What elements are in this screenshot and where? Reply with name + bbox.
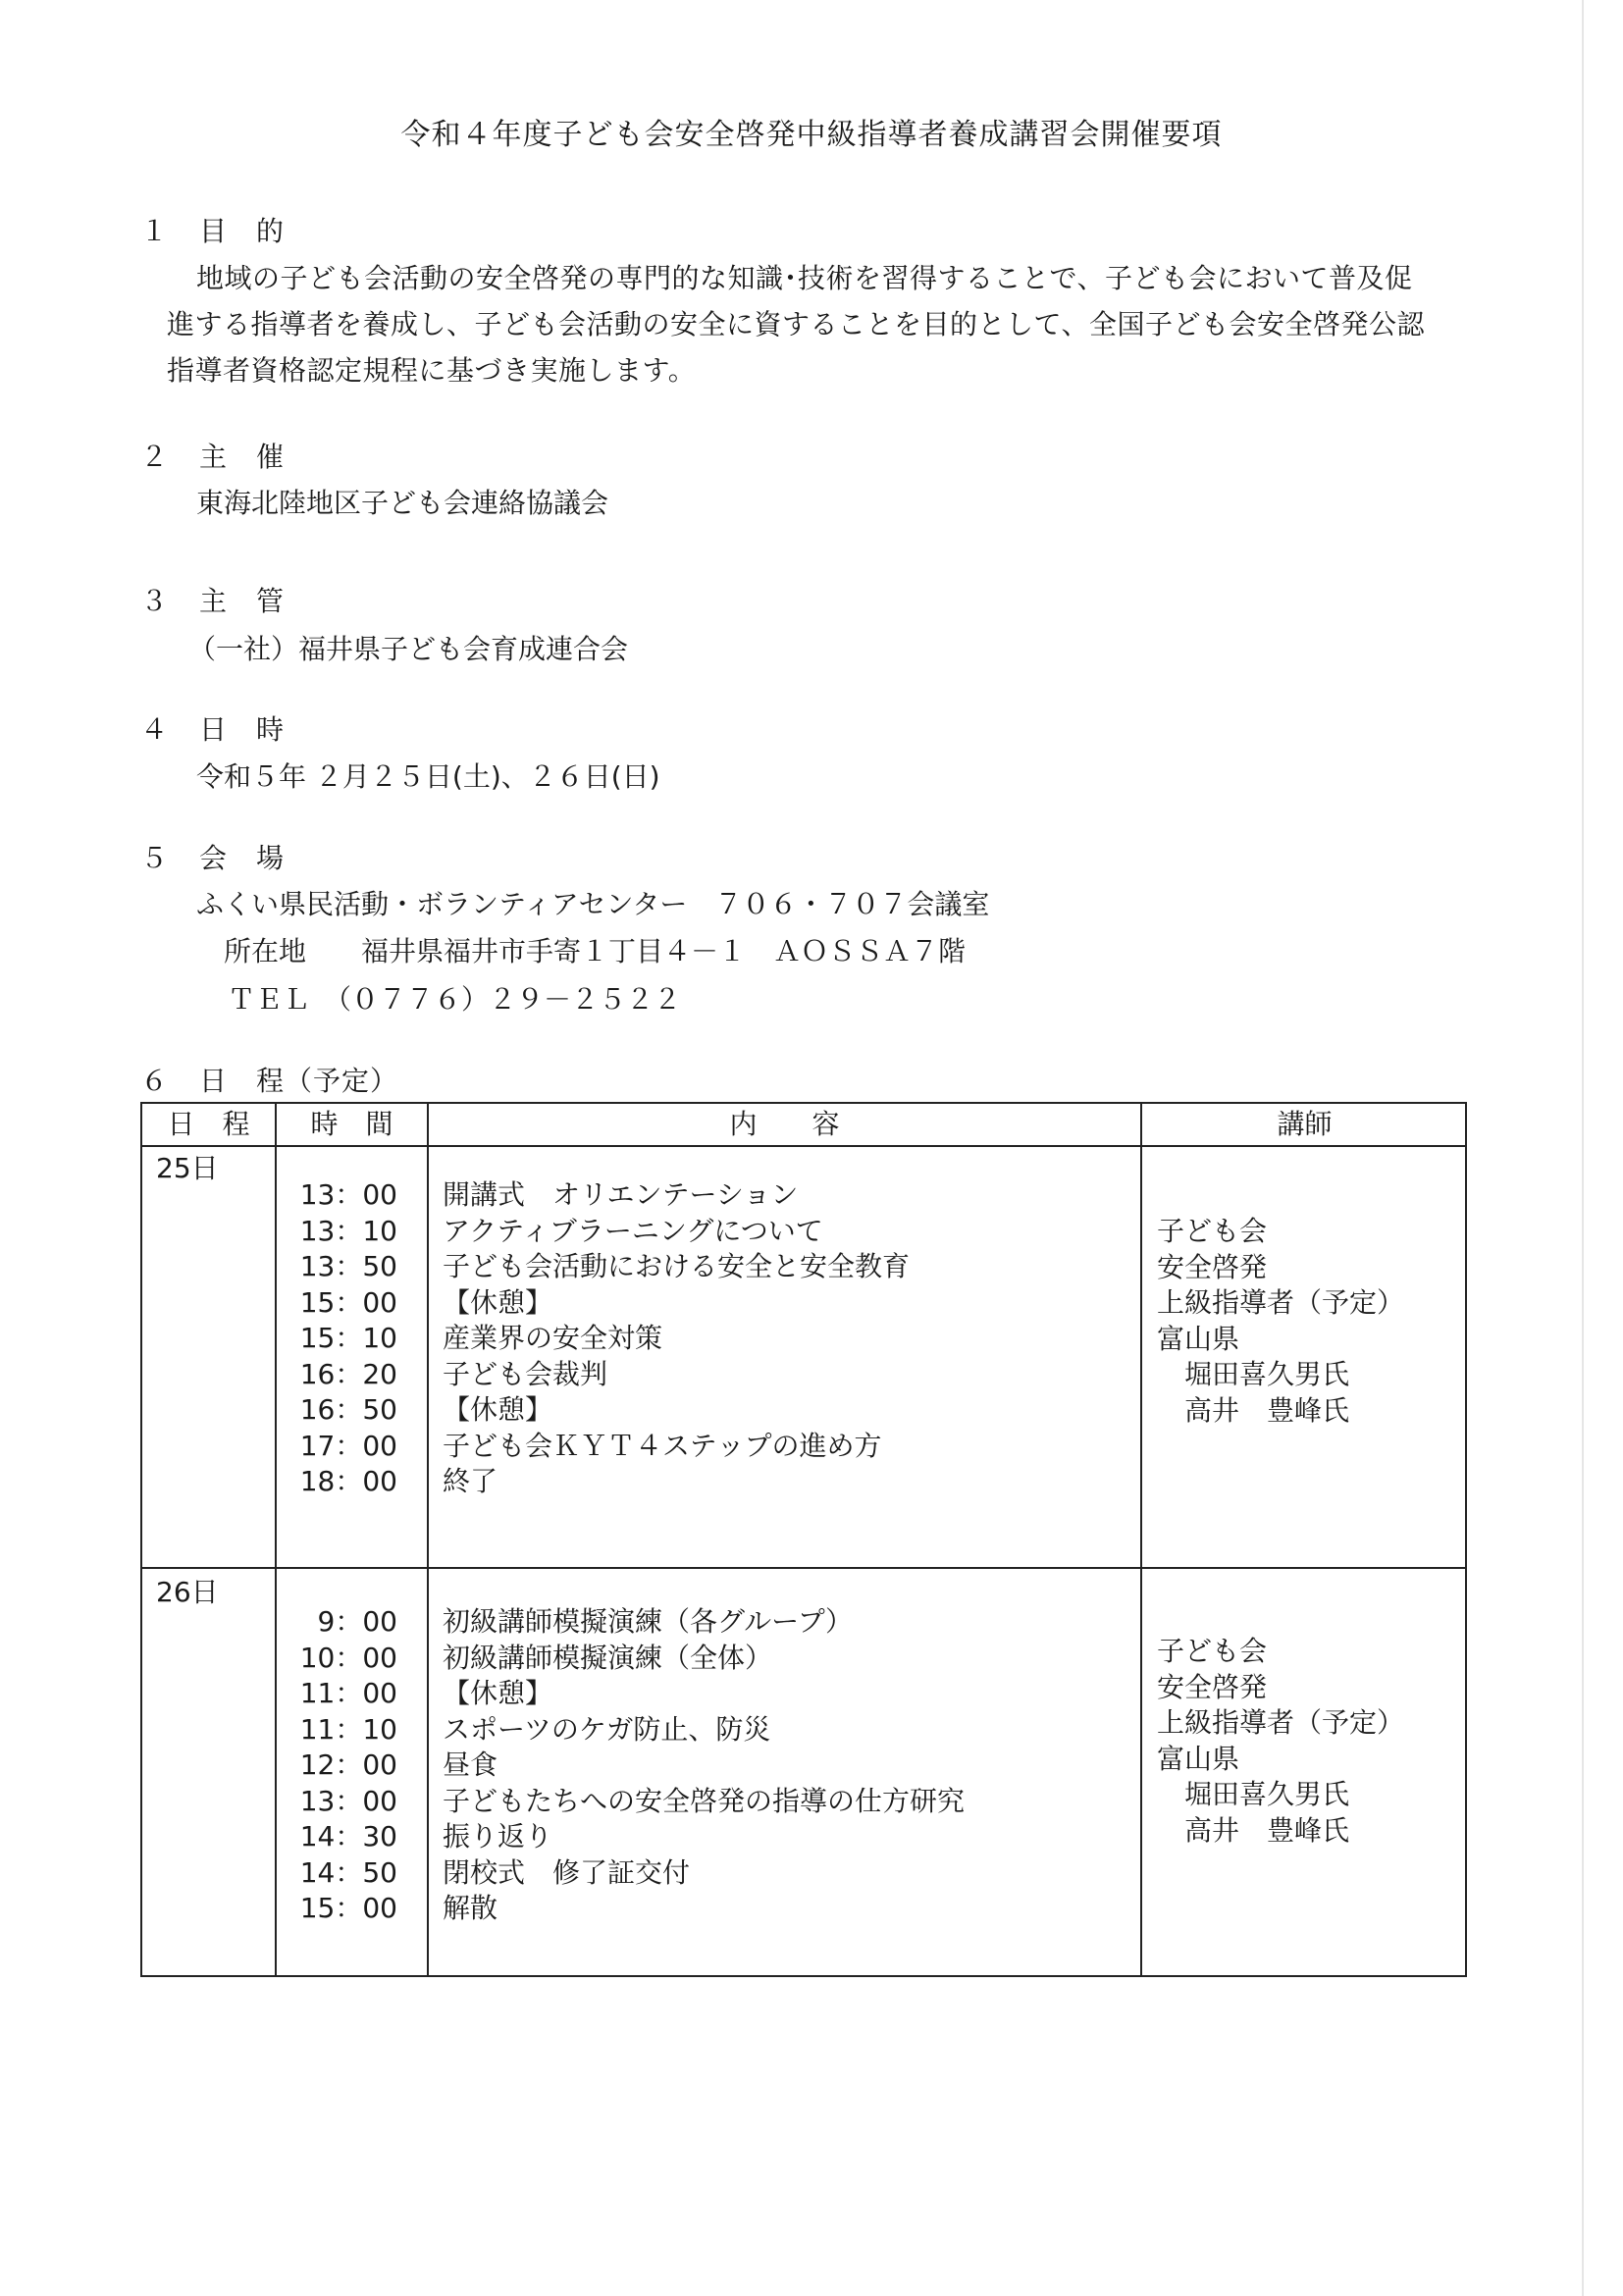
table-divider: [275, 1104, 277, 1975]
content-cell: 子どもたちへの安全啓発の指導の仕方研究: [443, 1784, 966, 1817]
content-cell: 【休憩】: [443, 1393, 553, 1426]
section-manager-heading: [140, 580, 285, 619]
table-divider: [142, 1567, 1465, 1569]
purpose-line-1: 地域の子ども会活動の安全啓発の専門的な知識･技術を習得することで、子ども会において普及促: [196, 262, 1413, 294]
venue-address: 所在地 福井県福井市手寄１丁目４－１ ＡＯＳＳＡ７階: [224, 935, 967, 967]
section-heading: 主 管: [199, 585, 286, 617]
time-cell: 15：00: [299, 1285, 397, 1319]
lecturer-line: 高井 豊峰氏: [1157, 1813, 1350, 1847]
content-cell: 【休憩】: [443, 1285, 553, 1319]
content-cell: 閉校式 修了証交付: [443, 1855, 691, 1889]
lecturer-line: 富山県: [1157, 1322, 1240, 1355]
lecturer-line: 上級指導者（予定）: [1157, 1286, 1405, 1319]
time-cell: 10：00: [299, 1641, 397, 1674]
lecturer-line: 富山県: [1157, 1742, 1240, 1775]
schedule-table: [140, 1102, 1467, 1977]
section-heading: 目 的: [199, 215, 286, 247]
table-header-day: 日 程: [167, 1108, 250, 1140]
lecturer-line: 堀田喜久男氏: [1157, 1778, 1350, 1810]
section-datetime-heading: [140, 708, 285, 748]
day-lecturer: [1157, 1214, 1404, 1429]
section-number: ３: [140, 585, 170, 617]
page-title: 令和４年度子ども会安全啓発中級指導者養成講習会開催要項: [400, 118, 1223, 152]
time-cell: 11：00: [299, 1677, 397, 1709]
section-organizer-heading: [140, 436, 285, 475]
purpose-line-2: 進する指導者を養成し、子ども会活動の安全に資することを目的として、全国子ども会安全啓発公認: [167, 308, 1425, 340]
venue-name: ふくい県民活動・ボランティアセンター ７０６・７０７会議室: [196, 888, 990, 920]
time-cell: 13：00: [299, 1784, 397, 1817]
content-cell: スポーツのケガ防止、防災: [443, 1712, 771, 1746]
section-schedule-heading: [140, 1060, 398, 1099]
section-heading: 日 時: [199, 713, 286, 746]
content-cell: 【休憩】: [443, 1677, 553, 1709]
section-venue-heading: [140, 837, 285, 876]
time-cell: 11：10: [299, 1712, 397, 1746]
time-cell: 14：30: [299, 1820, 397, 1852]
content-cell: 昼食: [443, 1748, 498, 1781]
content-cell: 子ども会ＫＹＴ４ステップの進め方: [443, 1429, 882, 1462]
section-heading: 日 程（予定）: [199, 1065, 399, 1097]
time-cell: 17：00: [299, 1429, 397, 1462]
lecturer-line: 子ども会: [1157, 1635, 1268, 1667]
table-divider: [1140, 1104, 1142, 1975]
lecturer-line: 子ども会: [1157, 1215, 1268, 1247]
content-cell: 振り返り: [443, 1820, 553, 1852]
content-cell: 初級講師模擬演練（全体）: [443, 1641, 773, 1674]
content-cell: 子ども会活動における安全と安全教育: [443, 1250, 911, 1282]
day-times: [289, 1604, 397, 1927]
content-cell: 初級講師模擬演練（各グループ）: [443, 1605, 854, 1638]
content-cell: アクティブラーニングについて: [443, 1214, 823, 1247]
content-cell: 解散: [443, 1892, 498, 1924]
day-times: [289, 1177, 397, 1500]
section-number: １: [140, 215, 170, 247]
time-cell: 15：10: [299, 1322, 397, 1354]
lecturer-line: 堀田喜久男氏: [1157, 1358, 1350, 1390]
table-divider: [142, 1145, 1465, 1147]
time-cell: 18：00: [299, 1465, 397, 1497]
section-heading: 会 場: [199, 842, 286, 874]
day-items: [443, 1177, 910, 1500]
day-lecturer: [1157, 1634, 1404, 1849]
table-header-lecturer: 講師: [1277, 1108, 1333, 1140]
table-divider: [427, 1104, 429, 1975]
lecturer-line: 安全啓発: [1157, 1670, 1268, 1703]
time-cell: 15：00: [299, 1892, 397, 1924]
time-cell: 12：00: [299, 1748, 397, 1781]
section-number: ２: [140, 441, 170, 473]
time-cell: 16：50: [299, 1393, 397, 1426]
lecturer-line: 高井 豊峰氏: [1157, 1393, 1350, 1427]
content-cell: 子ども会裁判: [443, 1357, 608, 1390]
content-cell: 終了: [443, 1465, 498, 1497]
venue-tel: ＴＥＬ （０７７６）２９－２５２２: [228, 983, 682, 1016]
content-cell: 産業界の安全対策: [443, 1322, 663, 1354]
scan-edge-line: [1582, 0, 1584, 2296]
purpose-line-3: 指導者資格認定規程に基づき実施します。: [167, 354, 697, 387]
table-header-content: 内 容: [729, 1108, 840, 1140]
time-cell: 14：50: [299, 1855, 397, 1889]
lecturer-line: 安全啓発: [1157, 1250, 1268, 1283]
table-header-time: 時 間: [310, 1108, 393, 1140]
day-label: 26日: [156, 1576, 219, 1608]
content-cell: 開講式 オリエンテーション: [443, 1178, 799, 1211]
section-number: ５: [140, 842, 170, 874]
day-items: [443, 1604, 965, 1927]
datetime-text: 令和５年 ２月２５日(土)、２６日(日): [196, 760, 660, 793]
lecturer-line: 上級指導者（予定）: [1157, 1706, 1405, 1739]
organizer-text: 東海北陸地区子ども会連絡協議会: [196, 487, 609, 519]
time-cell: 13：00: [299, 1178, 397, 1211]
time-cell: 13：10: [299, 1214, 397, 1247]
section-heading: 主 催: [199, 441, 286, 473]
section-number: ６: [140, 1065, 170, 1097]
time-cell: 16：20: [299, 1357, 397, 1390]
section-number: ４: [140, 713, 170, 746]
time-cell: 9：00: [317, 1605, 397, 1638]
manager-text: （一社）福井県子ども会育成連合会: [188, 633, 629, 665]
time-cell: 13：50: [299, 1250, 397, 1282]
section-purpose-heading: [140, 210, 285, 249]
day-label: 25日: [156, 1152, 219, 1184]
